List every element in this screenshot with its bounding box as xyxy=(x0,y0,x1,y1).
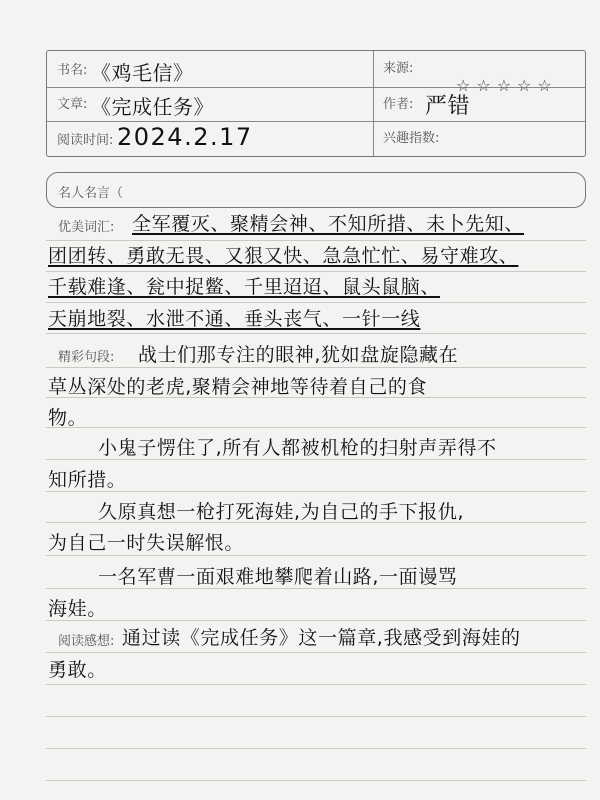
words-label: 优美词汇: xyxy=(58,220,115,235)
sentences-label: 精彩句段: xyxy=(58,350,115,365)
sentence-line: 小鬼子愣住了,所有人都被机枪的扫射声弄得不 xyxy=(98,437,497,459)
author-value: 严错 xyxy=(425,94,471,119)
words-line: 全军覆灭、聚精会神、不知所措、未卜先知、 xyxy=(132,213,525,235)
interest-stars: ☆☆☆☆☆ xyxy=(456,76,558,95)
quote-box xyxy=(46,172,586,208)
words-line: 千载难逢、瓮中捉鳖、千里迢迢、鼠头鼠脑、 xyxy=(48,276,441,298)
interest-label: 兴趣指数: xyxy=(383,131,440,146)
article-value: 《完成任务》 xyxy=(91,95,214,119)
sentence-line: 物。 xyxy=(48,407,88,429)
book-label: 书名: xyxy=(57,63,88,78)
feeling-line: 通过读《完成任务》这一篇章,我感受到海娃的 xyxy=(122,627,521,649)
quote-label: 名人名言（ xyxy=(58,186,124,201)
book-value: 《鸡毛信》 xyxy=(91,61,194,85)
words-line: 天崩地裂、水泄不通、垂头丧气、一针一线 xyxy=(48,308,421,330)
sentence-line: 久原真想一枪打死海娃,为自己的手下报仇, xyxy=(98,501,465,523)
words-line: 团团转、勇敢无畏、又狠又快、急急忙忙、易守难攻、 xyxy=(48,245,519,267)
feeling-label: 阅读感想: xyxy=(58,634,115,649)
sentence-line: 草丛深处的老虎,聚精会神地等待着自己的食 xyxy=(48,376,428,398)
time-label: 阅读时间: xyxy=(57,133,114,148)
info-table xyxy=(46,50,586,157)
sentence-line: 海娃。 xyxy=(48,598,107,620)
source-label: 来源: xyxy=(383,61,414,76)
article-label: 文章: xyxy=(57,97,88,112)
sentence-line: 一名军曹一面艰难地攀爬着山路,一面谩骂 xyxy=(98,566,458,588)
sentence-line: 知所措。 xyxy=(48,469,127,491)
sentence-line: 战士们那专注的眼神,犹如盘旋隐藏在 xyxy=(138,344,459,366)
time-value: 2024.2.17 xyxy=(117,123,253,151)
author-label: 作者: xyxy=(383,97,414,112)
sentence-line: 为自己一时失误解恨。 xyxy=(48,532,245,554)
feeling-line: 勇敢。 xyxy=(48,659,107,681)
